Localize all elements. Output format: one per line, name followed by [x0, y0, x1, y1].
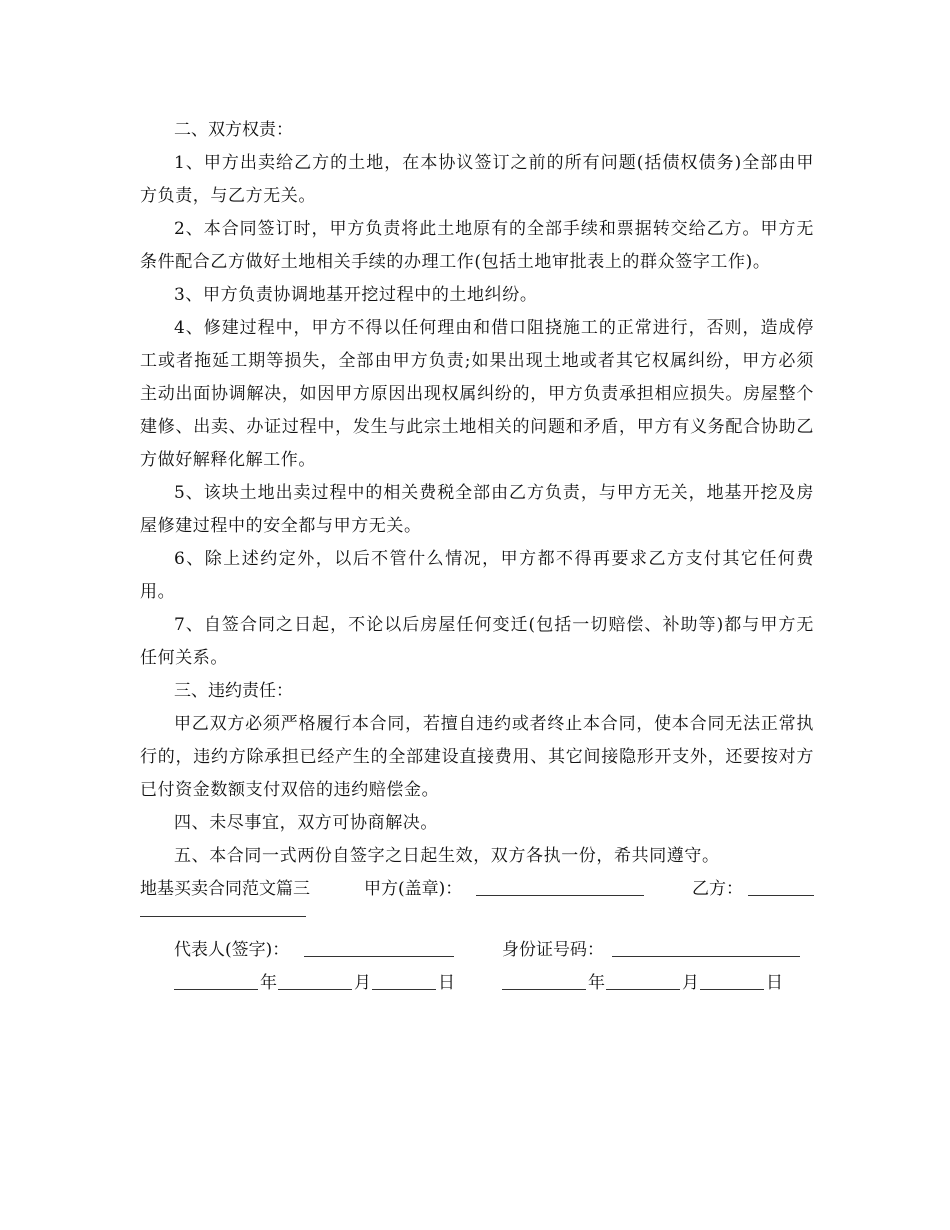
date-b-year-label: 年 [588, 973, 605, 993]
document-body [140, 114, 814, 1000]
clause-2: 2、本合同签订时，甲方负责将此土地原有的全部手续和票据转交给乙方。甲方无条件配合乙方做好土地相关手续的办理工作(包括土地审批表上的群众签字工作)。 [140, 219, 814, 272]
date-a-month-label: 月 [354, 973, 371, 993]
date-b-month-field[interactable] [606, 969, 680, 990]
party-b-label: 乙方： [692, 879, 743, 899]
clause-6: 6、除上述约定外，以后不管什么情况，甲方都不得再要求乙方支付其它任何费用。 [140, 549, 814, 602]
date-a-month-field[interactable] [278, 969, 352, 990]
effect-clause: 五、本合同一式两份自签字之日起生效，双方各执一份，希共同遵守。 [174, 846, 720, 866]
date-a-day-label: 日 [438, 973, 455, 993]
clause-5: 5、该块土地出卖过程中的相关费税全部由乙方负责，与甲方无关，地基开挖及房屋修建过程中的安全都与甲方无关。 [140, 483, 814, 536]
misc-clause: 四、未尽事宜，双方可协商解决。 [174, 813, 438, 833]
clause-7: 7、自签合同之日起，不论以后房屋任何变迁(包括一切赔偿、补助等)都与甲方无任何关系。 [140, 615, 814, 668]
party-a-seal-field[interactable] [476, 875, 644, 896]
date-b-month-label: 月 [682, 973, 699, 993]
representative-label: 代表人(签字)： [174, 940, 290, 960]
party-b-continuation-row [140, 906, 814, 928]
date-b-day-label: 日 [766, 973, 783, 993]
clause-1: 1、甲方出卖给乙方的土地，在本协议签订之前的所有问题(括债权债务)全部由甲方负责，与乙方无关。 [140, 153, 814, 206]
party-a-label: 甲方(盖章)： [364, 879, 463, 899]
section-heading-rights: 二、双方权责： [174, 120, 293, 140]
representative-row [140, 934, 814, 967]
clause-3: 3、甲方负责协调地基开挖过程中的土地纠纷。 [174, 285, 538, 305]
date-a-year-field[interactable] [174, 969, 258, 990]
representative-signature-field[interactable] [304, 936, 454, 957]
doc-title: 地基买卖合同范文篇三 [140, 879, 310, 899]
party-b-field-continued[interactable] [140, 896, 306, 917]
party-b-field[interactable] [748, 875, 814, 896]
id-number-label: 身份证号码： [502, 940, 604, 960]
clause-4: 4、修建过程中，甲方不得以任何理由和借口阻挠施工的正常进行，否则，造成停工或者拖延工期等损失，全部由甲方负责;如果出现土地或者其它权属纠纷，甲方必须主动出面协调解决，如因甲方原因出现权属纠纷的，甲方负责承担相应损失。房屋整个建修、出卖、办证过程中，发生与此宗土地相关的问题和矛盾，甲方有义务配合协助乙方做好解释化解工作。 [140, 318, 814, 470]
date-b-year-field[interactable] [502, 969, 586, 990]
date-a-day-field[interactable] [372, 969, 436, 990]
section-heading-breach: 三、违约责任： [174, 681, 293, 701]
date-b-day-field[interactable] [700, 969, 764, 990]
date-row [140, 967, 814, 1000]
breach-text: 甲乙双方必须严格履行本合同，若擅自违约或者终止本合同，使本合同无法正常执行的，违约方除承担已经产生的全部建设直接费用、其它间接隐形开支外，还要按对方已付资金数额支付双倍的违约赔偿金。 [140, 714, 814, 800]
id-number-field[interactable] [612, 936, 800, 957]
date-a-year-label: 年 [260, 973, 277, 993]
